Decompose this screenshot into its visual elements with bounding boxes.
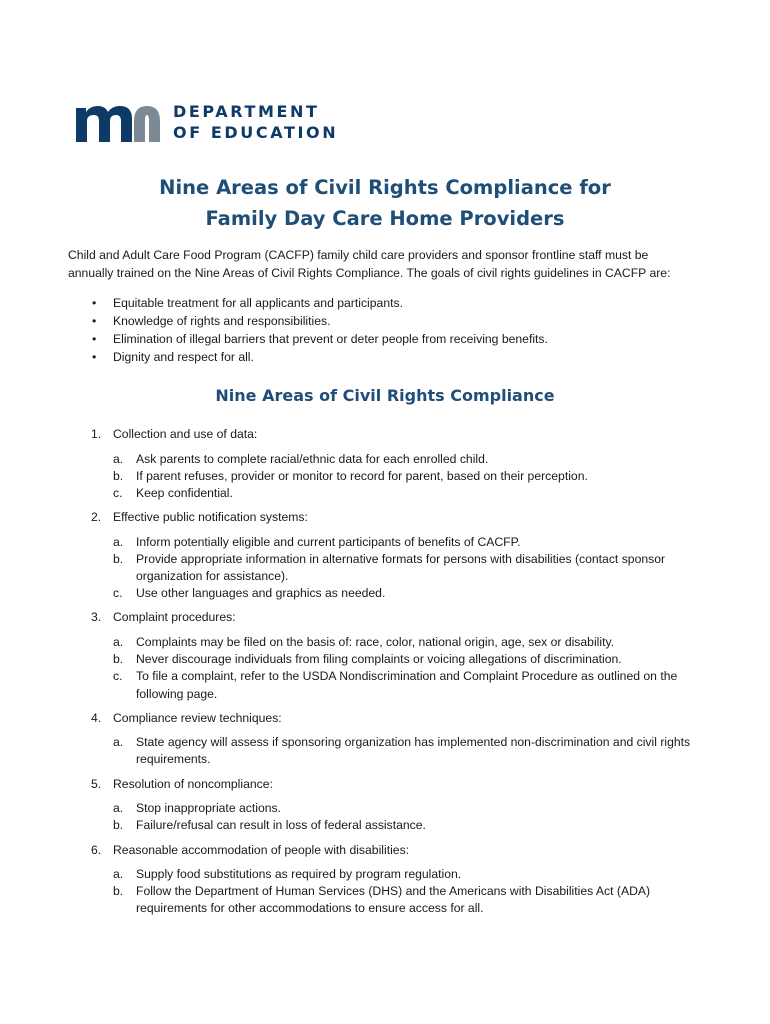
department-logo xyxy=(76,101,338,143)
area-number: 2. xyxy=(91,510,102,525)
list-item: b. If parent refuses, provider or monitor to record for parent, based on their perception. xyxy=(113,468,588,483)
list-item: • Knowledge of rights and responsibilities. xyxy=(92,314,331,328)
list-item: • Elimination of illegal barriers that prevent or deter people from receiving benefits. xyxy=(92,332,548,346)
compliance-area xyxy=(68,842,718,918)
page-title-line-1: Nine Areas of Civil Rights Compliance for xyxy=(159,176,611,199)
intro-paragraph xyxy=(68,247,718,282)
area-label: Collection and use of data: xyxy=(113,427,258,441)
list-item: b. Provide appropriate information in alternative formats for persons with disabilities (contact sponsor organization for assistance). xyxy=(113,551,666,584)
list-item: c. Use other languages and graphics as needed. xyxy=(113,586,386,601)
section-heading: Nine Areas of Civil Rights Compliance xyxy=(215,386,555,405)
bullet-icon: • xyxy=(92,296,97,310)
compliance-area xyxy=(68,710,718,769)
list-item: b. Failure/refusal can result in loss of federal assistance. xyxy=(113,818,426,833)
intro-line-1: Child and Adult Care Food Program (CACFP) family child care providers and sponsor frontline staff must be xyxy=(68,248,649,262)
list-item: a. Ask parents to complete racial/ethnic data for each enrolled child. xyxy=(113,451,489,466)
area-label: Effective public notification systems: xyxy=(113,510,308,525)
list-item: • Equitable treatment for all applicants and participants. xyxy=(92,296,403,310)
logo-line-2: OF EDUCATION xyxy=(173,123,339,142)
list-item: c. Keep confidential. xyxy=(113,485,233,500)
area-label: Complaint procedures: xyxy=(113,610,236,625)
logo-wordmark xyxy=(173,101,338,143)
area-number: 4. xyxy=(91,710,102,725)
intro-line-2: annually trained on the Nine Areas of Civil Rights Compliance. The goals of civil rights guidelines in CACFP are: xyxy=(68,265,671,280)
mn-logo-mark-icon xyxy=(76,102,160,142)
compliance-area xyxy=(68,509,718,602)
compliance-area xyxy=(68,426,718,502)
compliance-area xyxy=(68,776,718,835)
area-label: Reasonable accommodation of people with disabilities: xyxy=(113,842,410,857)
list-item: a. State agency will assess if sponsoring organization has implemented non-discrimination and civil rights requirements. xyxy=(113,735,691,767)
area-number: 5. xyxy=(91,776,102,791)
compliance-area xyxy=(68,609,718,702)
list-item: a. Complaints may be filed on the basis of: race, color, national origin, age, sex or disability. xyxy=(113,634,615,649)
page-title xyxy=(0,172,770,234)
area-number: 6. xyxy=(91,842,102,857)
list-item: a. Stop inappropriate actions. xyxy=(113,801,281,816)
area-label: Resolution of noncompliance: xyxy=(113,776,273,791)
list-item: b. Follow the Department of Human Services (DHS) and the Americans with Disabilities Act (ADA) requirements for other accommodations to ensure access for all. xyxy=(113,884,651,916)
area-label: Compliance review techniques: xyxy=(113,710,282,725)
bullet-icon: • xyxy=(92,332,97,346)
area-number: 1. xyxy=(91,427,102,441)
list-item: • Dignity and respect for all. xyxy=(92,350,254,364)
bullet-icon: • xyxy=(92,314,97,328)
compliance-areas-list xyxy=(68,426,718,925)
bullet-icon: • xyxy=(92,350,97,364)
list-item: a. Supply food substitutions as required by program regulation. xyxy=(113,867,462,882)
goals-list xyxy=(68,294,548,366)
page-title-line-2: Family Day Care Home Providers xyxy=(205,207,565,230)
logo-line-1: DEPARTMENT xyxy=(173,102,320,121)
list-item: a. Inform potentially eligible and current participants of benefits of CACFP. xyxy=(113,534,521,549)
list-item: c. To file a complaint, refer to the USDA Nondiscrimination and Complaint Procedure as outlined on the following page. xyxy=(113,669,678,701)
list-item: b. Never discourage individuals from filing complaints or voicing allegations of discrimination. xyxy=(113,652,622,667)
area-number: 3. xyxy=(91,610,102,625)
